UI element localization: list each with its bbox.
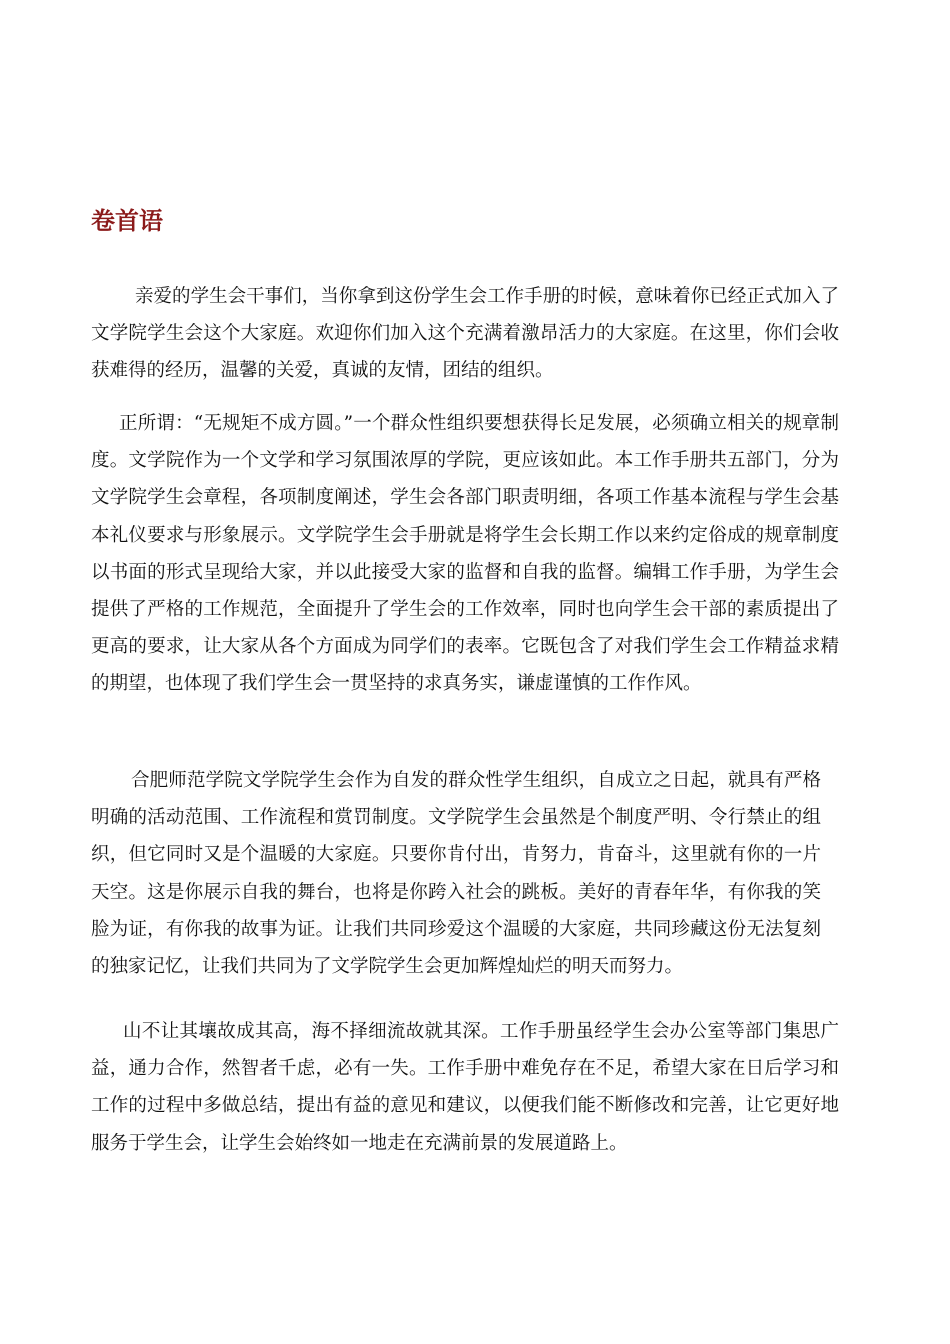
paragraph-organization: 合肥师范学院文学院学生会作为自发的群众性学生组织，自成立之日起，就具有严格明确的活动范围、工作流程和赏罚制度。文学院学生会虽然是个制度严明、令行禁止的组织，但它同时又是个温暖的大家庭。只要你肯付出，肯努力，肯奋斗，这里就有你的一片天空。这是你展示自我的舞台，也将是你跨入社会的跳板。美好的青春年华，有你我的笑脸为证，有你我的故事为证。让我们共同珍爱这个温暖的大家庭，共同珍藏这份无法复刻的独家记忆，让我们共同为了文学院学生会更加辉煌灿烂的明天而努力。 xyxy=(91,770,821,978)
paragraph-closing: 山不让其壤故成其高，海不择细流故就其深。工作手册虽经学生会办公室等部门集思广益，通力合作，然智者千虑，必有一失。工作手册中难免存在不足，希望大家在日后学习和工作的过程中多做总结，提出有益的意见和建议，以便我们能不断修改和完善，让它更好地服务于学生会，让学生会始终如一地走在充满前景的发展道路上。 xyxy=(91,1021,839,1154)
page-title: 卷首语 xyxy=(91,207,163,235)
paragraph-rules: 正所谓：“无规矩不成方圆。”一个群众性组织要想获得长足发展，必须确立相关的规章制度。文学院作为一个文学和学习氛围浓厚的学院，更应该如此。本工作手册共五部门，分为文学院学生会章程，各项制度阐述，学生会各部门职责明细，各项工作基本流程与学生会基本礼仪要求与形象展示。文学院学生会手册就是将学生会长期工作以来约定俗成的规章制度以书面的形式呈现给大家，并以此接受大家的监督和自我的监督。编辑工作手册，为学生会提供了严格的工作规范，全面提升了学生会的工作效率，同时也向学生会干部的素质提出了更高的要求，让大家从各个方面成为同学们的表率。它既包含了对我们学生会工作精益求精的期望，也体现了我们学生会一贯坚持的求真务实，谦虚谨慎的工作作风。 xyxy=(91,413,839,695)
paragraph-welcome: 亲爱的学生会干事们，当你拿到这份学生会工作手册的时候，意味着你已经正式加入了文学院学生会这个大家庭。欢迎你们加入这个充满着激昂活力的大家庭。在这里，你们会收获难得的经历，温馨的关爱，真诚的友情，团结的组织。 xyxy=(91,286,839,382)
